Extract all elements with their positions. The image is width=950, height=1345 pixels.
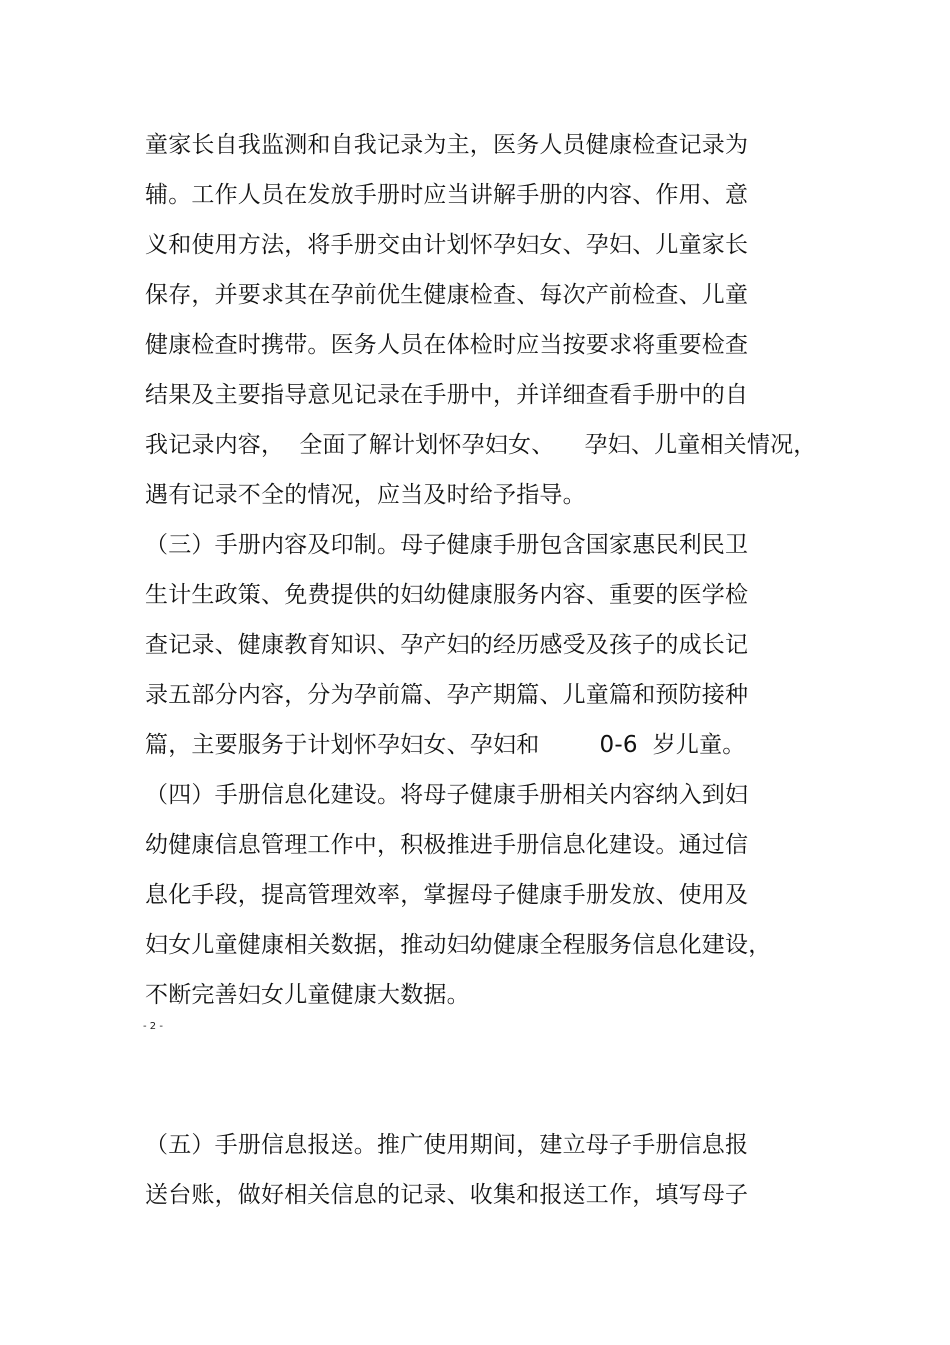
text-line-5: 健康检查时携带。医务人员在体检时应当按要求将重要检查	[145, 332, 749, 358]
text-line-10: 生计生政策、免费提供的妇幼健康服务内容、重要的医学检	[145, 582, 749, 608]
text-line-17: 妇女儿童健康相关数据，推动妇幼健康全程服务信息化建设，	[145, 932, 772, 958]
text-line-15: 幼健康信息管理工作中，积极推进手册信息化建设。通过信	[145, 832, 749, 858]
text-line-8: 遇有记录不全的情况，应当及时给予指导。	[145, 482, 586, 508]
text-line-13: 篇，主要服务于计划怀孕妇女、孕妇和 0-6 岁儿童。	[145, 732, 746, 758]
text-line-7: 我记录内容， 全面了解计划怀孕妇女、 孕妇、儿童相关情况，	[145, 432, 817, 458]
text-line-16: 息化手段，提高管理效率，掌握母子健康手册发放、使用及	[145, 882, 749, 908]
text-line-3: 义和使用方法，将手册交由计划怀孕妇女、孕妇、儿童家长	[145, 232, 749, 258]
text-line-1: 童家长自我监测和自我记录为主，医务人员健康检查记录为	[145, 132, 749, 158]
text-line-18: 不断完善妇女儿童健康大数据。	[145, 982, 470, 1008]
text-line-6: 结果及主要指导意见记录在手册中，并详细查看手册中的自	[145, 382, 749, 408]
section-four-heading-line: （四）手册信息化建设。将母子健康手册相关内容纳入到妇	[145, 782, 749, 808]
text-line-20: 送台账，做好相关信息的记录、收集和报送工作，填写母子	[145, 1182, 749, 1208]
text-line-12: 录五部分内容，分为孕前篇、孕产期篇、儿童篇和预防接种	[145, 682, 749, 708]
page-number: - 2 -	[143, 1021, 163, 1032]
text-line-11: 查记录、健康教育知识、孕产妇的经历感受及孩子的成长记	[145, 632, 749, 658]
text-line-4: 保存，并要求其在孕前优生健康检查、每次产前检查、儿童	[145, 282, 749, 308]
text-line-2: 辅。工作人员在发放手册时应当讲解手册的内容、作用、意	[145, 182, 749, 208]
section-three-heading-line: （三）手册内容及印制。母子健康手册包含国家惠民利民卫	[145, 532, 749, 558]
section-five-heading-line: （五）手册信息报送。推广使用期间，建立母子手册信息报	[145, 1132, 749, 1158]
